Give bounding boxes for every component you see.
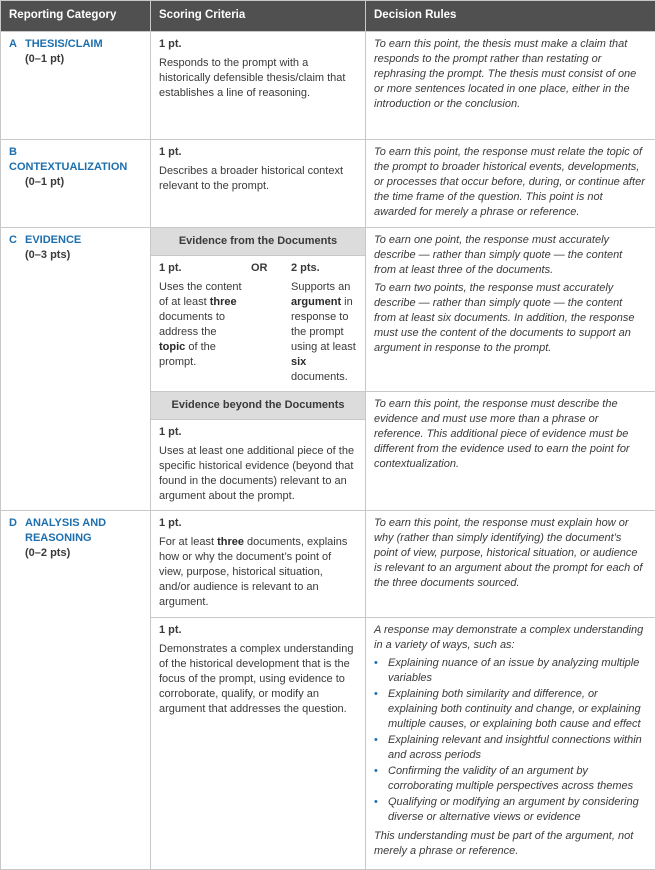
criteria-analysis-sourcing: 1 pt. For at least three documents, explains how or why the document’s point of view, purpose, historical situation, and/or audience is relevant to an argument. — [151, 511, 366, 618]
header-scoring-criteria: Scoring Criteria — [151, 1, 366, 32]
criteria-thesis: 1 pt. Responds to the prompt with a historically defensible thesis/claim that establishes a line of reasoning. — [151, 32, 366, 140]
row-contextualization — [1, 140, 655, 228]
evidence-one-point-criteria: Uses the content of at least three documents to address the topic of the prompt. — [159, 280, 245, 385]
complexity-bullet-list — [374, 656, 647, 825]
rule-analysis-sourcing: To earn this point, the response must explain how or why (rather than simply identifying) the document’s point of view, purpose, historical situation, or audience is relevant to an argument about the prompt for each of the three documents sourced. — [366, 511, 655, 618]
header-decision-rules: Decision Rules — [366, 1, 655, 32]
list-item: • Confirming the validity of an argument by corroborating multiple perspectives across themes — [374, 764, 647, 794]
category-contextualization: BCONTEXTUALIZATION (0–1 pt) — [1, 140, 151, 228]
row-evidence-docs — [1, 228, 655, 392]
category-analysis: D ANALYSIS AND REASONING (0–2 pts) — [1, 511, 151, 870]
rule-thesis: To earn this point, the thesis must make a claim that responds to the prompt rather than restating or rephrasing the prompt. The thesis must consist of one or more sentences located in one place, either in the introduction or the conclusion. — [366, 32, 655, 140]
rule-evidence-beyond: To earn this point, the response must describe the evidence and must use more than a phrase or reference. This additional piece of evidence must be different from the evidence used to earn the point for contextualization. — [366, 392, 655, 511]
row-thesis — [1, 32, 655, 140]
criteria-analysis-complexity: 1 pt. Demonstrates a complex understanding of the historical development that is the focus of the prompt, using evidence to corroborate, qualify, or modify an argument that addresses the question. — [151, 618, 366, 870]
header-row — [1, 1, 655, 32]
list-item: • Qualifying or modifying an argument by considering diverse or alternative views or evidence — [374, 795, 647, 825]
criteria-contextualization: 1 pt. Describes a broader historical context relevant to the prompt. — [151, 140, 366, 228]
evidence-two-points-criteria: Supports an argument in response to the prompt using at least six documents. — [291, 280, 357, 385]
category-thesis: A THESIS/CLAIM (0–1 pt) — [1, 32, 151, 140]
header-reporting-category: Reporting Category — [1, 1, 151, 32]
rule-contextualization: To earn this point, the response must relate the topic of the prompt to broader historical events, developments, or processes that occur before, during, or continue after the time frame of the question. This point is not awarded for merely a phrase or reference. — [366, 140, 655, 228]
rule-analysis-complexity: A response may demonstrate a complex understanding in a variety of ways, such as: • Explaining nuance of an issue by analyzing multiple variables • Explaining both similarity and difference, or explaining both continuity and change, or explaining multiple causes, or explaining both cause and effect • Explaining relevant and insightful connections within and across periods • Confirming the validity of an argument by corroborating multiple perspectives across themes • Qualifying or modifying an argument by considering diverse or alternative views or evidence This understanding must be part of the argument, not merely a phrase or reference. — [366, 618, 655, 870]
criteria-evidence-beyond: Evidence beyond the Documents 1 pt. Uses at least one additional piece of the specific historical evidence (beyond that found in the documents) relevant to an argument about the prompt. — [151, 392, 366, 511]
criteria-evidence-docs: Evidence from the Documents 1 pt. OR 2 pts. Uses the content of at least three documents to address the topic of the prompt. Supports an argument in response to the prompt using at least six documents. — [151, 228, 366, 392]
row-analysis-sourcing — [1, 511, 655, 618]
list-item: • Explaining nuance of an issue by analyzing multiple variables — [374, 656, 647, 686]
subheading-evidence-beyond-documents: Evidence beyond the Documents — [151, 392, 365, 419]
subheading-evidence-from-documents: Evidence from the Documents — [151, 228, 365, 255]
list-item: • Explaining both similarity and difference, or explaining both continuity and change, or explaining multiple causes, or explaining both cause and effect — [374, 687, 647, 732]
list-item: • Explaining relevant and insightful connections within and across periods — [374, 733, 647, 763]
category-evidence: C EVIDENCE (0–3 pts) — [1, 228, 151, 511]
rule-evidence-docs: To earn one point, the response must accurately describe — rather than simply quote — the content from at least three of the documents. To earn two points, the response must accurately describe — rather than simply quote — the content from at least six documents. In addition, the response must use the content of the documents to support an argument in response to the prompt. — [366, 228, 655, 392]
